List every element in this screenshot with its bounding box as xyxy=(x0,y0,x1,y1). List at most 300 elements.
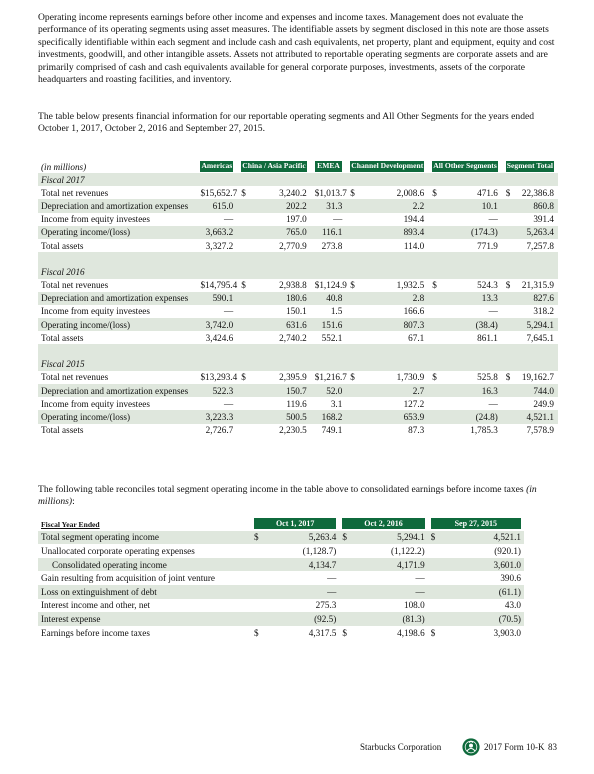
table-cell xyxy=(502,213,558,226)
cell-value: 273.8 xyxy=(321,240,343,251)
table-cell xyxy=(311,384,347,397)
cell-value: 67.1 xyxy=(408,332,425,343)
dollar-sign: $ xyxy=(241,280,246,291)
table-row xyxy=(38,186,558,199)
table-cell xyxy=(346,239,428,252)
table-cell xyxy=(428,318,502,331)
dollar-sign: $ xyxy=(432,280,437,291)
table-cell xyxy=(346,318,428,331)
row-label: Depreciation and amortization expenses xyxy=(38,292,196,305)
column-header-label: Oct 1, 2017 xyxy=(254,518,336,529)
table-cell xyxy=(251,571,339,585)
cell-value: 5,263.4 xyxy=(526,227,554,238)
table-row xyxy=(38,331,558,344)
dollar-sign: $ xyxy=(350,372,355,383)
table-cell xyxy=(196,226,237,239)
footer-form: 2017 Form 10-K xyxy=(484,742,545,752)
cell-value: (70.5) xyxy=(498,613,521,624)
cell-value: 5,294.1 xyxy=(526,319,554,330)
cell-value: 860.8 xyxy=(533,200,554,211)
cell-value: 391.4 xyxy=(533,214,554,225)
cell-value: 114.0 xyxy=(403,240,425,251)
table-row xyxy=(38,531,524,545)
dollar-sign: $ xyxy=(505,187,511,198)
column-header xyxy=(428,146,502,173)
cell-value: (81.3) xyxy=(402,613,425,624)
table-cell xyxy=(311,318,347,331)
table-cell xyxy=(196,331,237,344)
cell-value: 522.3 xyxy=(212,385,234,396)
table-cell xyxy=(502,186,558,199)
cell-value: 275.3 xyxy=(315,600,337,611)
cell-value: — xyxy=(224,214,234,225)
cell-value: 2.7 xyxy=(412,385,425,396)
cell-value: 3,424.6 xyxy=(205,332,234,343)
table-row xyxy=(38,544,524,558)
cell-value: 2.8 xyxy=(412,293,425,304)
column-header xyxy=(237,146,311,173)
table-cell xyxy=(311,424,347,437)
table-row xyxy=(38,585,524,599)
table-cell xyxy=(346,424,428,437)
table-cell xyxy=(251,544,339,558)
dollar-sign: $ xyxy=(241,372,246,383)
table-row xyxy=(38,226,558,239)
segment-table-header-row xyxy=(38,146,558,173)
cell-value: 108.0 xyxy=(403,600,425,611)
table-cell xyxy=(502,371,558,384)
table-row xyxy=(38,599,524,613)
cell-value: 150.1 xyxy=(286,306,307,317)
dollar-sign: $ xyxy=(314,280,320,291)
cell-value: 168.2 xyxy=(321,411,343,422)
cell-value: 615.0 xyxy=(212,200,234,211)
cell-value: 552.1 xyxy=(321,332,343,343)
unit-label xyxy=(38,146,196,173)
cell-value: 180.6 xyxy=(286,293,307,304)
table-cell xyxy=(237,397,311,410)
table-cell xyxy=(196,186,237,199)
cell-value: 2,230.5 xyxy=(279,425,307,436)
column-header-label: Oct 2, 2016 xyxy=(342,518,424,529)
dollar-sign: $ xyxy=(200,280,206,291)
reconcile-intro-text: The following table reconciles total segment operating income in the table above to consolidated earnings before income taxes xyxy=(38,484,524,495)
table-cell xyxy=(502,410,558,423)
cell-value: 19,162.7 xyxy=(521,372,554,383)
cell-value: 4,171.9 xyxy=(397,559,425,570)
cell-value: 43.0 xyxy=(504,600,521,611)
cell-value: 471.6 xyxy=(477,187,498,198)
cell-value: 771.9 xyxy=(477,240,498,251)
column-header xyxy=(196,146,237,173)
row-label: Gain resulting from acquisition of joint venture xyxy=(41,573,216,584)
dollar-sign: $ xyxy=(254,532,259,543)
table-cell xyxy=(251,612,339,626)
cell-value: 4,317.5 xyxy=(308,627,337,638)
table-cell xyxy=(346,384,428,397)
cell-value: 1,785.3 xyxy=(470,425,498,436)
row-label: Income from equity investees xyxy=(41,306,150,317)
column-header xyxy=(428,517,524,531)
cell-value: 5,263.4 xyxy=(308,532,337,543)
table-cell xyxy=(502,199,558,212)
cell-value: 749.1 xyxy=(321,425,343,436)
table-cell xyxy=(428,384,502,397)
table-row xyxy=(38,612,524,626)
table-row xyxy=(38,397,558,410)
row-label: Loss on extinguishment of debt xyxy=(38,585,251,599)
cell-value: 3,240.2 xyxy=(279,187,307,198)
table-cell xyxy=(428,305,502,318)
table-cell xyxy=(237,226,311,239)
table-cell xyxy=(251,531,339,545)
table-cell xyxy=(502,397,558,410)
cell-value: 827.6 xyxy=(533,293,554,304)
dollar-sign: $ xyxy=(200,372,206,383)
section-title-row xyxy=(38,173,558,186)
cell-value: 10.1 xyxy=(481,200,498,211)
column-header-label: Segment Total xyxy=(506,161,553,171)
dollar-sign: $ xyxy=(505,280,511,291)
cell-value: (174.3) xyxy=(471,227,498,238)
table-cell xyxy=(251,599,339,613)
table-cell xyxy=(346,305,428,318)
table-cell xyxy=(311,213,347,226)
section-spacer xyxy=(38,252,558,265)
cell-value: 4,134.7 xyxy=(308,559,337,570)
row-label: Interest expense xyxy=(38,612,251,626)
dollar-sign: $ xyxy=(200,187,206,198)
cell-value: 31.3 xyxy=(326,200,343,211)
table-cell xyxy=(237,186,311,199)
table-cell xyxy=(311,199,347,212)
table-cell xyxy=(237,410,311,423)
table-cell xyxy=(339,585,427,599)
table-cell xyxy=(237,384,311,397)
row-label: Total assets xyxy=(41,332,84,343)
cell-value: 7,645.1 xyxy=(526,332,554,343)
cell-value: 249.9 xyxy=(533,398,554,409)
row-label: Total net revenues xyxy=(41,187,109,198)
cell-value: — xyxy=(327,573,337,584)
column-header-label: Americas xyxy=(201,161,233,171)
dollar-sign: $ xyxy=(430,532,436,543)
table-row xyxy=(38,305,558,318)
table-cell xyxy=(339,544,427,558)
table-cell xyxy=(237,279,311,292)
table-cell xyxy=(428,571,524,585)
column-header xyxy=(502,146,558,173)
cell-value: 765.0 xyxy=(286,227,307,238)
table-cell xyxy=(428,397,502,410)
cell-value: 3,663.2 xyxy=(205,227,234,238)
table-cell xyxy=(346,410,428,423)
table-cell xyxy=(428,239,502,252)
cell-value: 1,216.7 xyxy=(319,372,347,383)
dollar-sign: $ xyxy=(342,532,347,543)
table-cell xyxy=(339,626,427,640)
row-label: Total segment operating income xyxy=(38,531,251,545)
cell-value: 151.6 xyxy=(321,319,343,330)
cell-value: 21,315.9 xyxy=(521,280,554,291)
column-header xyxy=(346,146,428,173)
cell-value: 150.7 xyxy=(286,385,307,396)
column-header-label: All Other Segments xyxy=(433,161,497,171)
table-cell xyxy=(237,424,311,437)
reconciliation-table xyxy=(38,517,524,639)
reconcile-intro-unit: (in millions) xyxy=(38,484,537,508)
table-cell xyxy=(502,279,558,292)
table-cell xyxy=(237,318,311,331)
table-cell xyxy=(428,612,524,626)
spacer-cell xyxy=(38,252,558,265)
table-cell xyxy=(428,199,502,212)
table-cell xyxy=(339,571,427,585)
cell-value: 2.2 xyxy=(412,200,425,211)
table-cell xyxy=(428,279,502,292)
cell-value: 14,795.4 xyxy=(205,280,238,291)
cell-value: 119.6 xyxy=(286,398,307,409)
table-cell xyxy=(428,213,502,226)
table-row xyxy=(38,213,558,226)
cell-value: 13,293.4 xyxy=(205,372,238,383)
cell-value: (920.1) xyxy=(494,545,521,556)
table-cell xyxy=(346,213,428,226)
cell-value: 3,903.0 xyxy=(493,627,521,638)
table-cell xyxy=(428,226,502,239)
segment-financial-table xyxy=(38,146,558,437)
cell-value: 2,740.2 xyxy=(279,332,307,343)
table-cell xyxy=(428,599,524,613)
table-cell xyxy=(502,331,558,344)
section-title: Fiscal 2016 xyxy=(38,265,558,278)
row-label: Depreciation and amortization expenses xyxy=(38,199,196,212)
cell-value: — xyxy=(488,398,498,409)
table-row xyxy=(38,424,558,437)
table-cell xyxy=(311,239,347,252)
cell-value: 590.1 xyxy=(212,293,234,304)
row-label: Income from equity investees xyxy=(41,214,150,225)
cell-value: 15,652.7 xyxy=(205,187,238,198)
cell-value: 197.0 xyxy=(286,214,307,225)
table-cell xyxy=(251,585,339,599)
page-number: 83 xyxy=(548,742,557,752)
cell-value: 13.3 xyxy=(481,293,498,304)
page-footer xyxy=(360,738,560,756)
table-cell xyxy=(346,397,428,410)
cell-value: 4,521.1 xyxy=(493,532,521,543)
table-cell xyxy=(339,558,427,572)
row-label: Earnings before income taxes xyxy=(41,627,150,638)
cell-value: 807.3 xyxy=(403,319,425,330)
intro-paragraph: Operating income represents earnings before other income and expenses and income taxes. Management does not evaluate the performance of its operating segments using asset measures. The identifiable assets by segment disclosed in this note are those assets specifically identifiable within each segment and include cash and cash equivalents, net property, plant and equipment, equity and cost investments, goodwill, and other intangible assets. Assets not attributed to reportable operating segments are corporate assets and are primarily comprised of cash and cash equivalents available for general corporate purposes, investments, assets of the corporate headquarters and roasting facilities, and inventory. xyxy=(38,12,555,86)
table-cell xyxy=(502,384,558,397)
table-cell xyxy=(428,558,524,572)
cell-value: 87.3 xyxy=(408,425,425,436)
row-label: Total assets xyxy=(41,240,84,251)
cell-value: 194.4 xyxy=(403,214,425,225)
table-cell xyxy=(196,397,237,410)
table-intro-paragraph: The table below presents financial information for our reportable operating segments and All Other Segments for the years ended October 1, 2017, October 2, 2016 and September 27, 2015. xyxy=(38,111,535,135)
table-cell xyxy=(502,318,558,331)
table-row xyxy=(38,279,558,292)
column-header xyxy=(251,517,339,531)
row-label: Total net revenues xyxy=(41,372,109,383)
table-cell xyxy=(502,226,558,239)
starbucks-siren-logo-icon xyxy=(462,738,480,762)
column-header-label: Sep 27, 2015 xyxy=(431,518,521,529)
table-cell xyxy=(428,292,502,305)
cell-value: 2,008.6 xyxy=(396,187,425,198)
cell-value: 1,124.9 xyxy=(319,280,347,291)
cell-value: 2,938.8 xyxy=(279,280,307,291)
table-cell xyxy=(237,331,311,344)
cell-value: 2,770.9 xyxy=(279,240,307,251)
cell-value: 525.8 xyxy=(477,372,498,383)
section-title-row xyxy=(38,265,558,278)
table-cell xyxy=(196,279,237,292)
reconcile-intro-paragraph: The following table reconciles total segment operating income in the table above to consolidated earnings before income taxes (in millions): xyxy=(38,484,537,508)
table-cell xyxy=(311,292,347,305)
table-cell xyxy=(311,226,347,239)
dollar-sign: $ xyxy=(350,187,355,198)
table-cell xyxy=(346,226,428,239)
table-cell xyxy=(237,239,311,252)
row-label: Operating income/(loss) xyxy=(38,226,196,239)
table-cell xyxy=(237,213,311,226)
cell-value: 16.3 xyxy=(481,385,498,396)
reconcile-header-row xyxy=(38,517,524,531)
column-header xyxy=(311,146,347,173)
cell-value: 4,521.1 xyxy=(526,411,554,422)
fiscal-year-label-cell xyxy=(38,517,251,531)
table-cell xyxy=(311,186,347,199)
table-row xyxy=(38,571,524,585)
table-row xyxy=(38,318,558,331)
table-cell xyxy=(339,531,427,545)
table-cell xyxy=(237,199,311,212)
cell-value: 1,730.9 xyxy=(396,372,425,383)
dollar-sign: $ xyxy=(314,372,320,383)
table-cell xyxy=(311,371,347,384)
cell-value: 52.0 xyxy=(326,385,343,396)
table-cell xyxy=(428,410,502,423)
cell-value: 1,932.5 xyxy=(396,280,425,291)
dollar-sign: $ xyxy=(430,627,436,638)
row-label: Operating income/(loss) xyxy=(38,410,196,423)
dollar-sign: $ xyxy=(241,187,246,198)
cell-value: — xyxy=(224,306,234,317)
table-cell xyxy=(346,292,428,305)
cell-value: 3.1 xyxy=(330,398,343,409)
table-cell xyxy=(196,318,237,331)
cell-value: (1,128.7) xyxy=(302,545,337,556)
table-cell xyxy=(428,531,524,545)
table-cell xyxy=(251,626,339,640)
cell-value: 3,742.0 xyxy=(205,319,234,330)
table-cell xyxy=(196,239,237,252)
unit-label-text: (in millions) xyxy=(41,162,87,172)
row-label: Total net revenues xyxy=(41,280,109,291)
cell-value: 631.6 xyxy=(286,319,307,330)
table-row xyxy=(38,292,558,305)
cell-value: — xyxy=(415,586,425,597)
cell-value: 1.5 xyxy=(330,306,343,317)
dollar-sign: $ xyxy=(432,372,437,383)
table-cell xyxy=(346,199,428,212)
cell-value: 3,327.2 xyxy=(205,240,234,251)
cell-value: (92.5) xyxy=(314,613,337,624)
table-cell xyxy=(237,292,311,305)
row-label: Consolidated operating income xyxy=(38,558,251,572)
cell-value: 116.1 xyxy=(321,227,343,238)
table-cell xyxy=(339,612,427,626)
cell-value: 3,223.3 xyxy=(205,411,234,422)
table-cell xyxy=(311,331,347,344)
dollar-sign: $ xyxy=(342,627,347,638)
table-cell xyxy=(428,424,502,437)
row-label: Depreciation and amortization expenses xyxy=(38,384,196,397)
table-cell xyxy=(502,292,558,305)
dollar-sign: $ xyxy=(505,372,511,383)
table-row xyxy=(38,410,558,423)
cell-value: 1,013.7 xyxy=(319,187,347,198)
cell-value: — xyxy=(415,573,425,584)
table-row xyxy=(38,384,558,397)
row-label: Interest income and other, net xyxy=(41,600,151,611)
column-header xyxy=(339,517,427,531)
row-label: Operating income/(loss) xyxy=(38,318,196,331)
section-title: Fiscal 2015 xyxy=(38,358,558,371)
table-cell xyxy=(311,410,347,423)
cell-value: 500.5 xyxy=(286,411,307,422)
dollar-sign: $ xyxy=(254,627,259,638)
column-header-label: EMEA xyxy=(315,161,343,172)
table-cell xyxy=(196,424,237,437)
table-cell xyxy=(428,331,502,344)
table-cell xyxy=(311,279,347,292)
spacer-cell xyxy=(38,344,558,357)
cell-value: 653.9 xyxy=(403,411,425,422)
table-cell xyxy=(428,626,524,640)
table-cell xyxy=(196,199,237,212)
cell-value: (24.8) xyxy=(475,411,498,422)
cell-value: (61.1) xyxy=(498,586,521,597)
cell-value: 2,726.7 xyxy=(205,425,234,436)
table-cell xyxy=(502,239,558,252)
row-label: Total assets xyxy=(41,425,84,436)
table-row xyxy=(38,199,558,212)
table-cell xyxy=(196,384,237,397)
dollar-sign: $ xyxy=(432,187,437,198)
cell-value: — xyxy=(327,586,337,597)
table-cell xyxy=(251,558,339,572)
table-cell xyxy=(428,544,524,558)
table-cell xyxy=(346,186,428,199)
table-cell xyxy=(311,397,347,410)
cell-value: 40.8 xyxy=(326,293,343,304)
table-cell xyxy=(428,371,502,384)
table-cell xyxy=(237,305,311,318)
table-row xyxy=(38,239,558,252)
cell-value: 4,198.6 xyxy=(397,627,425,638)
cell-value: 7,578.9 xyxy=(526,425,554,436)
cell-value: (38.4) xyxy=(475,319,498,330)
row-label: Unallocated corporate operating expenses xyxy=(41,545,195,556)
table-row xyxy=(38,558,524,572)
cell-value: 2,395.9 xyxy=(279,372,307,383)
section-title-row xyxy=(38,358,558,371)
